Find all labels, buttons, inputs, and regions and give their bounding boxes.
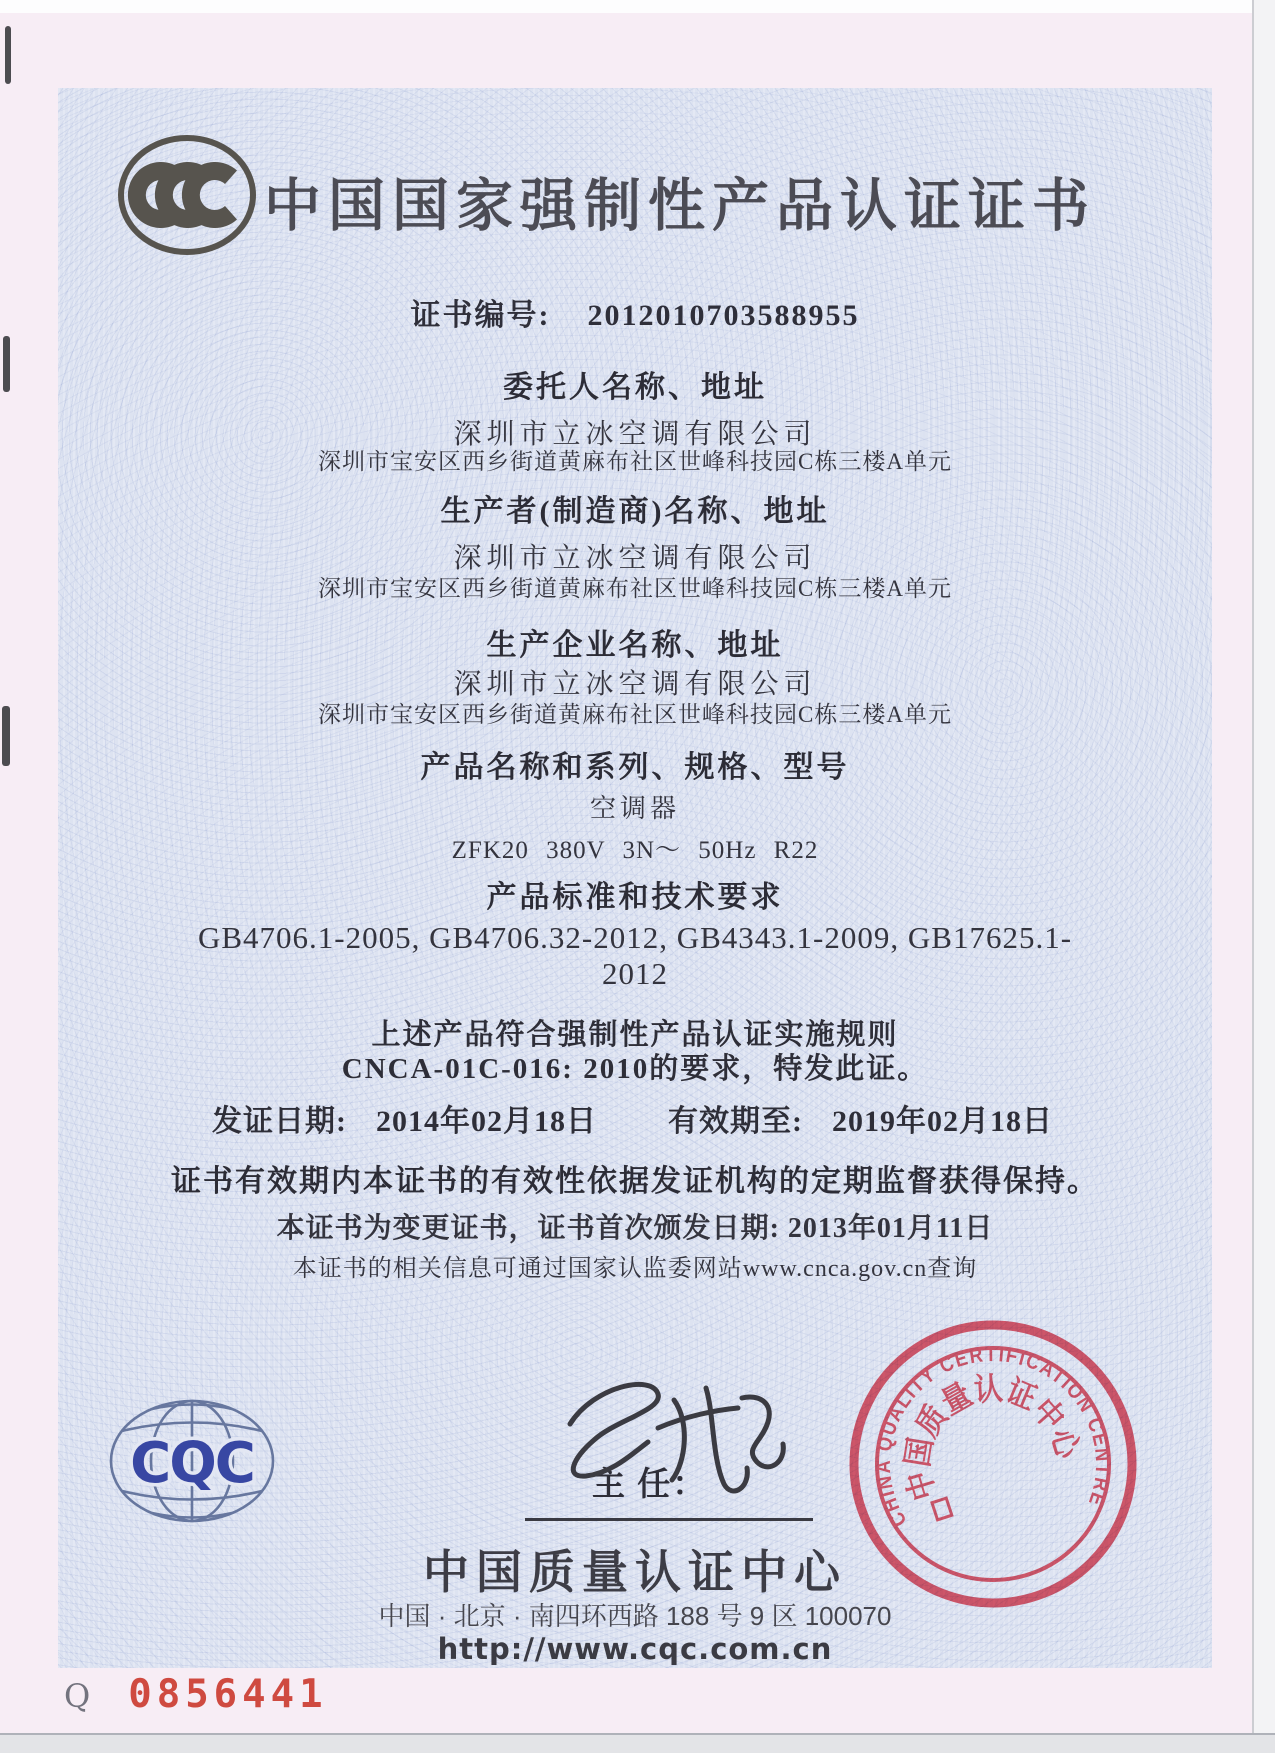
signature-underline: [525, 1518, 813, 1521]
cqc-logo-icon: [106, 1396, 278, 1526]
change-note: 本证书为变更证书，证书首次颁发日期: 2013年01月11日: [276, 1213, 994, 1244]
stamp-inner-text: 中国质量认证中心: [898, 1370, 1088, 1505]
producer-heading: 生产者(制造商)名称、地址: [440, 495, 830, 528]
factory-name: 深圳市立冰空调有限公司: [453, 669, 817, 700]
producer-address: 深圳市宝安区西乡街道黄麻布社区世峰科技园C栋三楼A单元: [318, 576, 952, 601]
scan-edge-bottom: [0, 1733, 1275, 1753]
product-name: 空调器: [589, 794, 680, 823]
cqc-red-stamp: [843, 1314, 1143, 1614]
standards-heading: 产品标准和技术要求: [486, 881, 784, 914]
producer-name: 深圳市立冰空调有限公司: [453, 543, 817, 574]
issue-date-line: [212, 1096, 597, 1140]
serial-number: 0856441: [128, 1672, 328, 1717]
stamp-ring-text: CHINA QUALITY CERTIFICATION CENTRE: [871, 1342, 1115, 1531]
factory-heading: 生产企业名称、地址: [486, 629, 784, 662]
conformity-line2: CNCA-01C-016: 2010的要求，特发此证。: [341, 1053, 929, 1085]
cqc-logo-text: CQC: [130, 1431, 254, 1496]
expiry-date-line: [668, 1096, 1053, 1140]
organization-website: http://www.cqc.com.cn: [437, 1632, 833, 1666]
applicant-heading: 委托人名称、地址: [503, 371, 767, 404]
certificate-number-label: 证书编号:: [410, 299, 551, 332]
product-model: ZFK20 380V 3N～ 50Hz R22: [451, 837, 819, 864]
certificate-title: 中国国家强制性产品认证证书: [264, 175, 1096, 238]
scan-edge-top: [0, 0, 1275, 13]
standards-line1: GB4706.1-2005, GB4706.32-2012, GB4343.1-2009, GB17625.1-: [197, 920, 1073, 955]
serial-prefix: Q: [64, 1677, 91, 1715]
certificate-number-value: 2012010703588955: [587, 299, 860, 332]
standards-line2: 2012: [602, 956, 668, 991]
expiry-date-label: 有效期至:: [668, 1105, 803, 1138]
scan-mark: [2, 706, 10, 766]
applicant-address: 深圳市宝安区西乡街道黄麻布社区世峰科技园C栋三楼A单元: [318, 449, 952, 474]
conformity-line1: 上述产品符合强制性产品认证实施规则: [371, 1019, 899, 1051]
scan-mark: [5, 26, 11, 84]
validity-note: 证书有效期内本证书的有效性依据发证机构的定期监督获得保持。: [171, 1165, 1099, 1198]
product-heading: 产品名称和系列、规格、型号: [420, 751, 850, 784]
director-label: 主 任：: [592, 1467, 708, 1503]
factory-address: 深圳市宝安区西乡街道黄麻布社区世峰科技园C栋三楼A单元: [318, 702, 952, 727]
stamp-emblem: [932, 1498, 952, 1520]
organization-name: 中国质量认证中心: [423, 1547, 847, 1598]
scan-edge-right: [1252, 0, 1275, 1753]
organization-address: 中国 · 北京 · 南四环西路 188 号 9 区 100070: [378, 1601, 892, 1631]
expiry-date-value: 2019年02月18日: [832, 1105, 1053, 1138]
info-note: 本证书的相关信息可通过国家认监委网站www.cnca.gov.cn查询: [292, 1256, 978, 1282]
applicant-name: 深圳市立冰空调有限公司: [453, 419, 817, 450]
issue-date-label: 发证日期:: [212, 1105, 347, 1138]
issue-date-value: 2014年02月18日: [376, 1105, 597, 1138]
director-signature: [556, 1366, 816, 1516]
certificate-number-line: [58, 290, 1212, 334]
scan-mark: [3, 336, 10, 392]
serial-number-line: [64, 1672, 328, 1717]
